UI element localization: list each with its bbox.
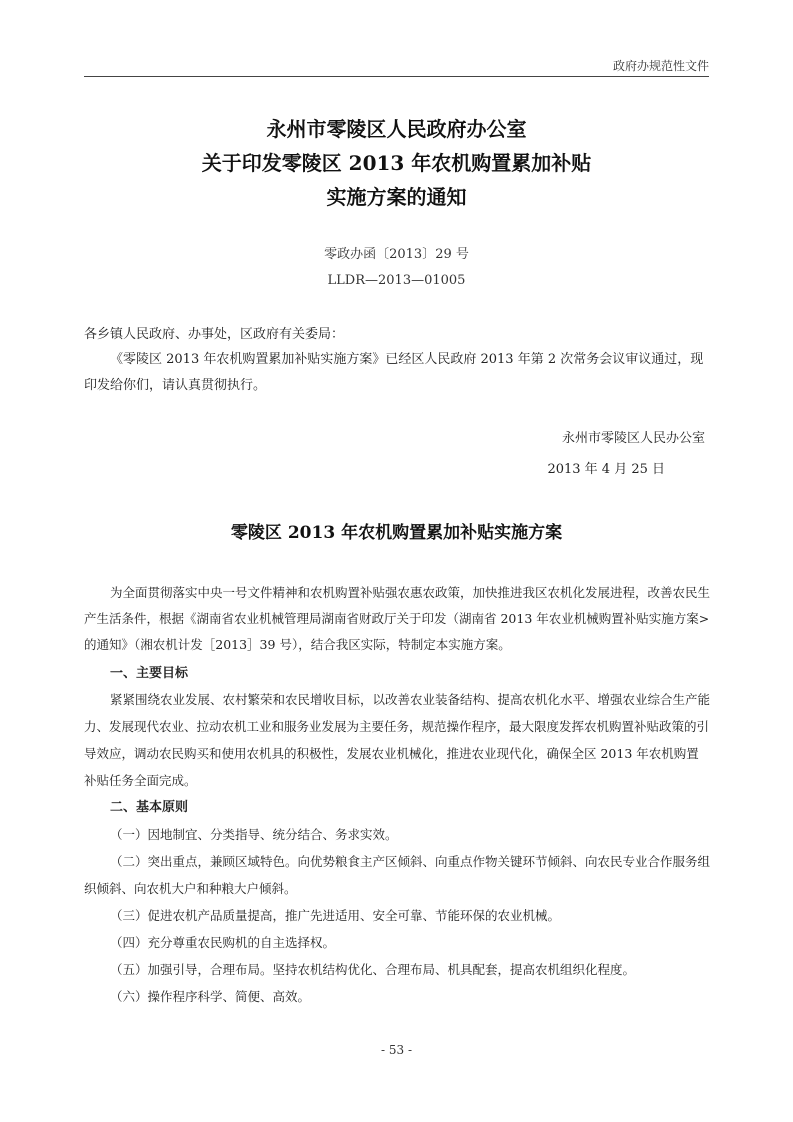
principle-item: （三）促进农机产品质量提高，推广先进适用、安全可靠、节能环保的农业机械。 [110,908,561,923]
doc-number: 零政办函〔2013〕29 号 [324,247,469,262]
notice-body: 《零陵区 2013 年农机购置累加补贴实施方案》已经区人民政府 2013 年第 2 次常务会议审议通过，现印发给你们，请认真贯彻执行。 [84,352,704,393]
section-heading-goals: 一、主要目标 [110,666,189,681]
principle-item: （一）因地制宜、分类指导、统分结合、务求实效。 [110,827,398,842]
principle-item: （四）充分尊重农民购机的自主选择权。 [110,935,336,950]
doc-code: LLDR—2013—01005 [327,273,466,288]
notice-title-line: 永州市零陵区人民政府办公室 [266,117,527,141]
header-label: 政府办规范性文件 [612,59,709,73]
notice-title [0,112,793,214]
addressee: 各乡镇人民政府、办事处，区政府有关委局： [84,327,345,342]
plan-title: 零陵区 2013 年农机购置累加补贴实施方案 [230,523,563,543]
goals-body: 紧紧围绕农业发展、农村繁荣和农民增收目标，以改善农业装备结构、提高农机化水平、增强农业综合生产能力、发展现代农业、拉动农机工业和服务业发展为主要任务，规范操作程序，最大限度发挥农机购置补贴政策的引导效应，调动农民购买和使用农机具的积极性，发展农业机械化，推进农业现代化，确保全区 2013 年农机购置补贴任务全面完成。 [84,692,711,788]
header-rule [84,76,709,77]
page-number: - 53 - [380,1043,412,1057]
notice-title-line: 关于印发零陵区 2013 年农机购置累加补贴 [201,151,592,175]
plan-intro: 为全面贯彻落实中央一号文件精神和农机购置补贴强农惠农政策，加快推进我区农机化发展进程，改善农民生产生活条件，根据《湖南省农业机械管理局湖南省财政厅关于印发（湖南省 2013 年农业机械购置补贴实施方案>的通知》（湘农机计发［2013］39 号），结合我区实际，特制定本实施方案。 [84,585,711,652]
signature-date: 2013 年 4 月 25 日 [547,462,665,477]
principle-item: （二）突出重点，兼顾区域特色。向优势粮食主产区倾斜、向重点作物关键环节倾斜、向农民专业合作服务组织倾斜、向农机大户和种粮大户倾斜。 [84,854,711,896]
notice-title-line: 实施方案的通知 [326,185,467,209]
principle-item: （六）操作程序科学、简便、高效。 [110,989,311,1004]
section-heading-principles: 二、基本原则 [110,800,189,815]
principle-item: （五）加强引导，合理布局。坚持农机结构优化、合理布局、机具配套，提高农机组织化程度。 [110,962,636,977]
signature-org: 永州市零陵区人民办公室 [561,431,705,446]
